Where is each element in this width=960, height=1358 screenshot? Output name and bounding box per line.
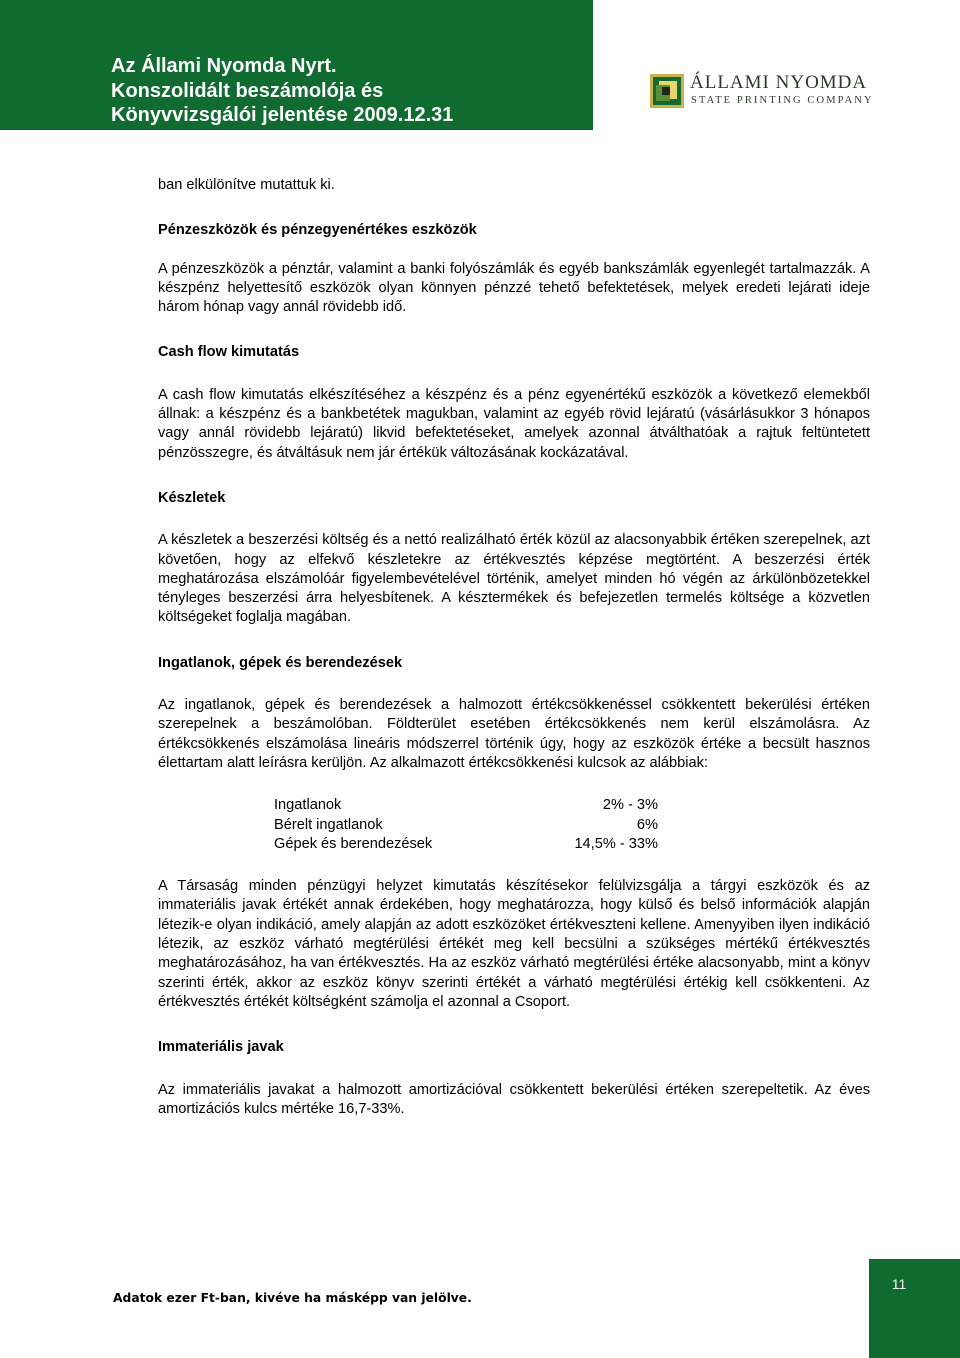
document-body	[158, 176, 870, 1119]
section-text-intangibles: Az immateriális javakat a halmozott amortizációval csökkentett bekerülési értéken szerepeltetik. Az éves amortizációs kulcs mértéke 16,7-33%.	[158, 1081, 870, 1117]
logo-name: ÁLLAMI NYOMDA	[690, 72, 868, 93]
rate-value: 6%	[636, 816, 658, 833]
rate-label: Bérelt ingatlanok	[274, 816, 383, 833]
section-text-cashflow: A cash flow kimutatás elkészítéséhez a készpénz és a pénz egyenértékű eszközök a következő elemekből állnak: a készpénz és a bankbetétek magukban, valamint az egyéb rövid lejáratú (vásárlásukkor 3 hónapos vagy annál rövidebb lejáratú) likvid befektetéseket, amelyek azonnal átválthatóak a rajtuk feltüntetett pénzösszegre, és átváltásuk nem jár értékük változásának kockázatával.	[158, 386, 870, 461]
section-text-property: Az ingatlanok, gépek és berendezések a halmozott értékcsökkenéssel csökkentett bekerülési értéken szerepelnek a beszámolóban. Földterület esetében értékcsökkenés nem kerül elszámolásra. Az értékcsökkenés elszámolása lineáris módszerrel történik úgy, hogy az eszközök értéke a becsült hasznos élettartam alatt leírásra kerüljön. Az alkalmazott értékcsökkenési kulcsok az alábbiak:	[158, 697, 870, 771]
header-band	[0, 0, 593, 130]
section-heading-cashflow: Cash flow kimutatás	[158, 344, 300, 361]
report-title-line: Az Állami Nyomda Nyrt.	[111, 55, 337, 77]
logo-mark-icon	[650, 74, 684, 108]
logo-subtitle: STATE PRINTING COMPANY	[691, 95, 874, 106]
report-title-line: Konszolidált beszámolója és	[111, 79, 384, 102]
section-text-impairment: A Társaság minden pénzügyi helyzet kimutatás készítésekor felülvizsgálja a tárgyi eszközök és az immateriális javak értékét annak érdekében, hogy meghatározza, hogy külső és belső információk alapján létezik-e olyan indikáció, amely alapján az adott eszközöket értékveszteni kellene. Amenyyiben ilyen indikáció létezik, az eszköz várható megtérülési értékét meg kell becsülni a szükséges mértékű értékvesztés meghatározásához, ha van értékvesztés. Ha az eszköz várható megtérülési értéke alacsonyabb, mint a könyv szerinti érték, akkor az eszköz könyv szerinti értékét a várható megtérülési értékig kell csökkenteni. Az értékvesztés értékét költségként számolja el azonnal a Csoport.	[158, 878, 870, 1010]
intro-text: ban elkülönítve mutattuk ki.	[158, 177, 335, 193]
rate-label: Ingatlanok	[274, 797, 342, 814]
report-title-line: Könyvvizsgálói jelentése 2009.12.31	[111, 104, 454, 126]
rate-value: 2% - 3%	[602, 797, 658, 814]
depreciation-rates-table	[274, 796, 658, 854]
page-number: 11	[891, 1276, 907, 1292]
report-title	[111, 54, 581, 128]
rate-value: 14,5% - 33%	[574, 835, 658, 852]
section-heading-cash: Pénzeszközök és pénzegyenértékes eszközök	[158, 222, 477, 239]
page-number-box	[869, 1259, 960, 1358]
section-heading-property: Ingatlanok, gépek és berendezések	[158, 654, 403, 671]
rate-label: Gépek és berendezések	[274, 835, 433, 852]
footer-note: Adatok ezer Ft-ban, kivéve ha másképp van jelölve.	[113, 1291, 472, 1305]
table-row	[274, 796, 658, 815]
section-heading-inventory: Készletek	[158, 489, 226, 506]
company-logo	[650, 74, 950, 110]
section-text-cash: A pénzeszközök a pénztár, valamint a banki folyószámlák és egyéb bankszámlák egyenlegét tartalmazzák. A készpénz helyettesítő eszközök olyan könnyen pénzzé tehető befektetések, melyek eredeti lejárati ideje három hónap vagy annál rövidebb idő.	[158, 260, 870, 316]
section-text-inventory: A készletek a beszerzési költség és a nettó realizálható érték közül az alacsonyabbik értéken szerepelnek, azt követően, hogy az elfekvő készletekre az értékvesztés képzése megtörtént. A beszerzési érték meghatározása elszámolóár figyelembevételével történik, amelyet minden hó végén az árkülönbözetekkel tényleges beszerzési árra helyesbítenek. A késztermékek és befejezetlen termelés költsége a közvetlen költségeket foglalja magában.	[158, 532, 870, 626]
section-heading-intangibles: Immateriális javak	[158, 1039, 284, 1056]
table-row	[274, 835, 658, 854]
table-row	[274, 816, 658, 835]
